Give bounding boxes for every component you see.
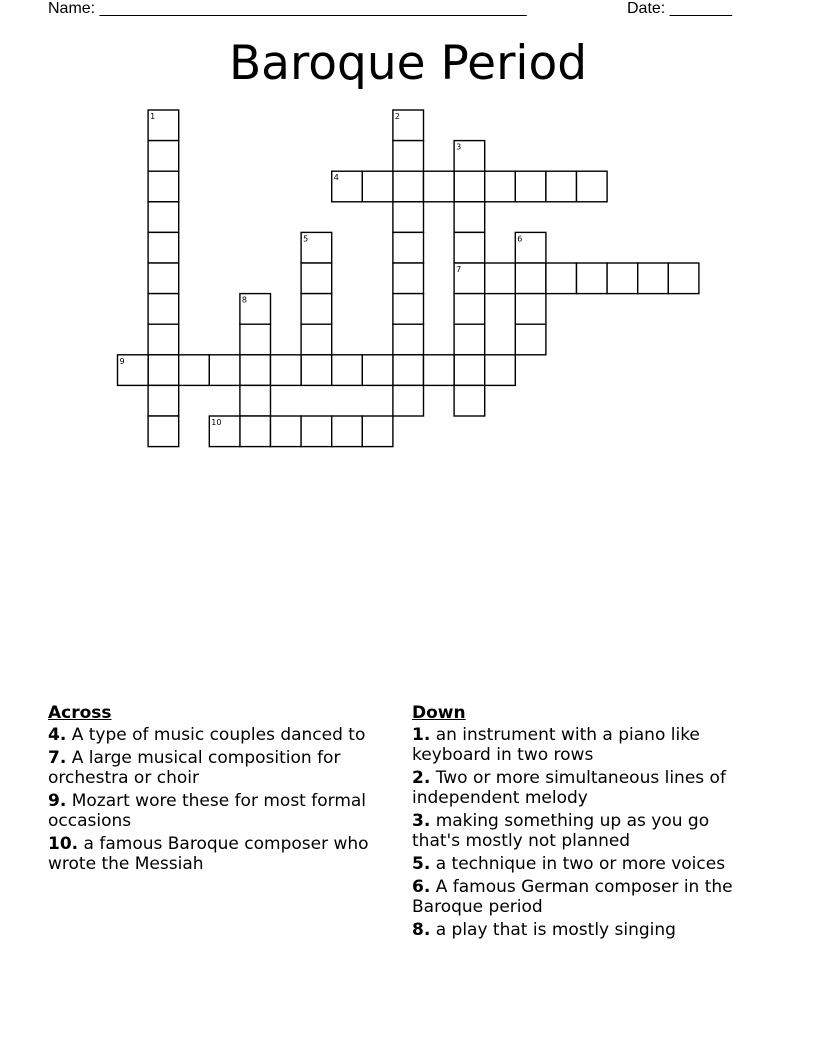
grid-cell[interactable] [393,324,424,355]
grid-cell[interactable] [301,263,332,294]
cell-number: 5 [303,234,309,244]
grid-cell[interactable] [393,171,424,202]
grid-cell[interactable] [148,294,179,325]
grid-cell[interactable] [393,141,424,172]
grid-cell[interactable] [668,263,699,294]
grid-cell[interactable] [454,171,485,202]
clue-text: Two or more simultaneous lines of independent melody [412,768,726,808]
grid-cell[interactable] [240,324,271,355]
clue-text: A large musical composition for orchestra or choir [48,748,341,788]
grid-cell[interactable] [638,263,669,294]
grid-cell[interactable] [577,263,608,294]
clue-number: 9. [48,791,67,811]
clue-number: 4. [48,725,67,745]
clue-text: a famous Baroque composer who wrote the Messiah [48,834,369,874]
down-clue [412,768,752,808]
grid-cell[interactable] [148,141,179,172]
grid-cell[interactable] [454,324,485,355]
grid-cell[interactable] [148,416,179,447]
clue-text: Mozart wore these for most formal occasions [48,791,367,831]
grid-cell[interactable] [332,355,363,386]
grid-cell[interactable] [301,324,332,355]
down-clues [412,703,752,943]
grid-cell[interactable] [515,263,546,294]
grid-cell[interactable] [515,294,546,325]
grid-cell[interactable] [148,355,179,386]
grid-cell[interactable] [454,202,485,233]
grid-cell[interactable] [301,294,332,325]
grid-cell[interactable] [179,355,210,386]
cell-number: 2 [394,112,400,121]
clue-text: a technique in two or more voices [435,854,726,874]
name-field[interactable]: Name: ________________________________________________ [48,0,527,17]
clue-text: A famous German composer in the Baroque period [412,877,733,917]
grid-cell[interactable] [148,202,179,233]
grid-cell[interactable] [271,355,302,386]
grid-cell[interactable] [424,355,455,386]
clue-number: 1. [412,725,431,745]
grid-cell[interactable] [577,171,608,202]
cell-number: 1 [150,112,156,121]
cell-number: 9 [119,356,125,366]
grid-cell[interactable] [240,416,271,447]
grid-cell[interactable] [148,232,179,263]
grid-cell[interactable] [240,385,271,416]
grid-cell[interactable] [546,263,577,294]
across-heading: Across [48,703,112,723]
clue-text: an instrument with a piano like keyboard in two rows [412,725,700,765]
cell-number: 7 [456,265,462,274]
down-clue [412,811,752,851]
down-heading: Down [412,703,466,723]
cell-number: 8 [241,295,247,305]
grid-cell[interactable] [454,232,485,263]
date-field[interactable]: Date: _______ [627,0,732,17]
clue-number: 5. [412,854,431,874]
across-clue [48,725,388,745]
grid-cell[interactable] [607,263,638,294]
down-clue [412,854,752,874]
clue-number: 2. [412,768,431,788]
clue-text: a play that is mostly singing [435,920,676,940]
clue-number: 10. [48,834,79,854]
grid-cell[interactable] [485,263,516,294]
grid-cell[interactable] [393,232,424,263]
grid-cell[interactable] [454,294,485,325]
grid-cell[interactable] [485,355,516,386]
clue-text: A type of music couples danced to [71,725,366,745]
grid-cell[interactable] [301,416,332,447]
grid-cell[interactable] [393,385,424,416]
grid-cell[interactable] [393,263,424,294]
clue-number: 8. [412,920,431,940]
grid-cell[interactable] [393,355,424,386]
clue-number: 3. [412,811,431,831]
grid-cell[interactable] [271,416,302,447]
grid-cell[interactable] [148,263,179,294]
cell-number: 6 [517,234,523,244]
grid-cell[interactable] [148,385,179,416]
grid-cell[interactable] [240,355,271,386]
across-clue [48,748,388,788]
grid-cell[interactable] [148,324,179,355]
across-clue [48,791,388,831]
clue-number: 6. [412,877,431,897]
grid-cell[interactable] [301,355,332,386]
cell-number: 4 [333,173,339,183]
down-clue [412,725,752,765]
clue-number: 7. [48,748,67,768]
page-title: Baroque Period [228,36,588,91]
grid-cell[interactable] [362,355,393,386]
grid-cell[interactable] [362,171,393,202]
grid-cell[interactable] [209,355,240,386]
grid-cell[interactable] [148,171,179,202]
cell-number: 10 [211,418,222,427]
across-clues [48,703,388,877]
grid-cell[interactable] [515,324,546,355]
grid-cell[interactable] [485,171,516,202]
cell-number: 3 [456,142,462,152]
grid-cell[interactable] [424,171,455,202]
grid-cell[interactable] [454,355,485,386]
grid-cell[interactable] [546,171,577,202]
grid-cell[interactable] [362,416,393,447]
grid-cell[interactable] [393,294,424,325]
grid-cell[interactable] [393,202,424,233]
clue-text: making something up as you go that's mostly not planned [412,811,710,851]
grid-cell[interactable] [515,171,546,202]
down-clue [412,920,752,940]
grid-cell[interactable] [332,416,363,447]
across-clue [48,834,388,874]
grid-cell[interactable] [454,385,485,416]
down-clue [412,877,752,917]
crossword-grid [0,0,816,460]
